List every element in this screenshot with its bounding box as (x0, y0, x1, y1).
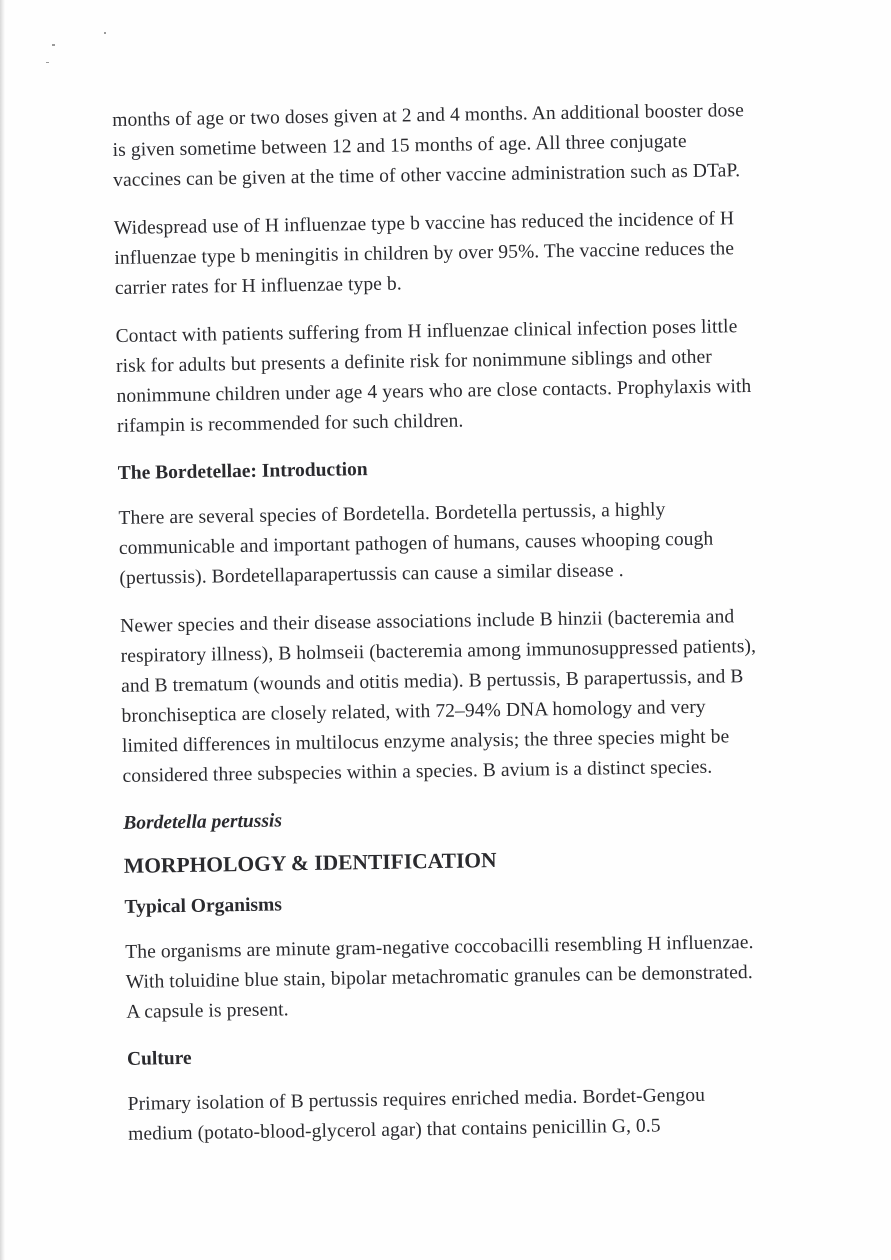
paragraph-vaccine-impact: Widespread use of H influenzae type b vaccine has reduced the incidence of H influenzae type b meningitis in children by over 95%. The vaccine reduces the carrier rates for H influenzae type b. (113, 208, 735, 299)
paragraph-bordetella-species: There are several species of Bordetella. Bordetella pertussis, a highly communicable and important pathogen of humans, causes whooping cough (pertussis). Bordetellaparapertussis can cause a similar disease . (118, 499, 714, 589)
subtitle-bordetella-pertussis: Bordetella pertussis (123, 810, 283, 834)
heading-morphology: MORPHOLOGY & IDENTIFICATION (123, 848, 497, 878)
heading-culture: Culture (126, 1047, 192, 1070)
scan-speck (46, 62, 49, 63)
document-body (112, 96, 769, 1168)
paragraph-vaccine-doses: months of age or two doses given at 2 and 4 months. An additional booster dose is given sometime between 12 and 15 months of age. All three conjugate vaccines can be given at the time of other vaccine administration such as DTaP. (112, 100, 745, 191)
paragraph-prophylaxis: Contact with patients suffering from H influenzae clinical infection poses little risk for adults but presents a definite risk for nonimmune siblings and other nonimmune children under age 4 years who are close contacts. Prophylaxis with rifampin is recommended for such children. (115, 316, 752, 437)
heading-typical-organisms: Typical Organisms (124, 894, 283, 918)
scan-speck (52, 44, 55, 46)
paragraph-typical-organisms: The organisms are minute gram-negative coccobacilli resembling H influenzae. With toluidine blue stain, bipolar metachromatic granules can be demonstrated. A capsule is present. (125, 932, 754, 1023)
page-edge-shadow (0, 0, 5, 1260)
scan-speck (104, 32, 106, 34)
paragraph-culture: Primary isolation of B pertussis requires enriched media. Bordet-Gengou medium (potato-blood-glycerol agar) that contains penicillin G, 0.5 (127, 1084, 706, 1145)
heading-bordetellae-intro: The Bordetellae: Introduction (117, 459, 368, 484)
paragraph-newer-species: Newer species and their disease associations include B hinzii (bacteremia and respiratory illness), B holmseii (bacteremia among immunosuppressed patients), and B trematum (wounds and otitis media). B pertussis, B parapertussis, and B bronchiseptica are closely related, with 72–94% DNA homology and very limited differences in multilocus enzyme analysis; the three species might be considered three subspecies within a species. B avium is a distinct species. (120, 606, 757, 787)
